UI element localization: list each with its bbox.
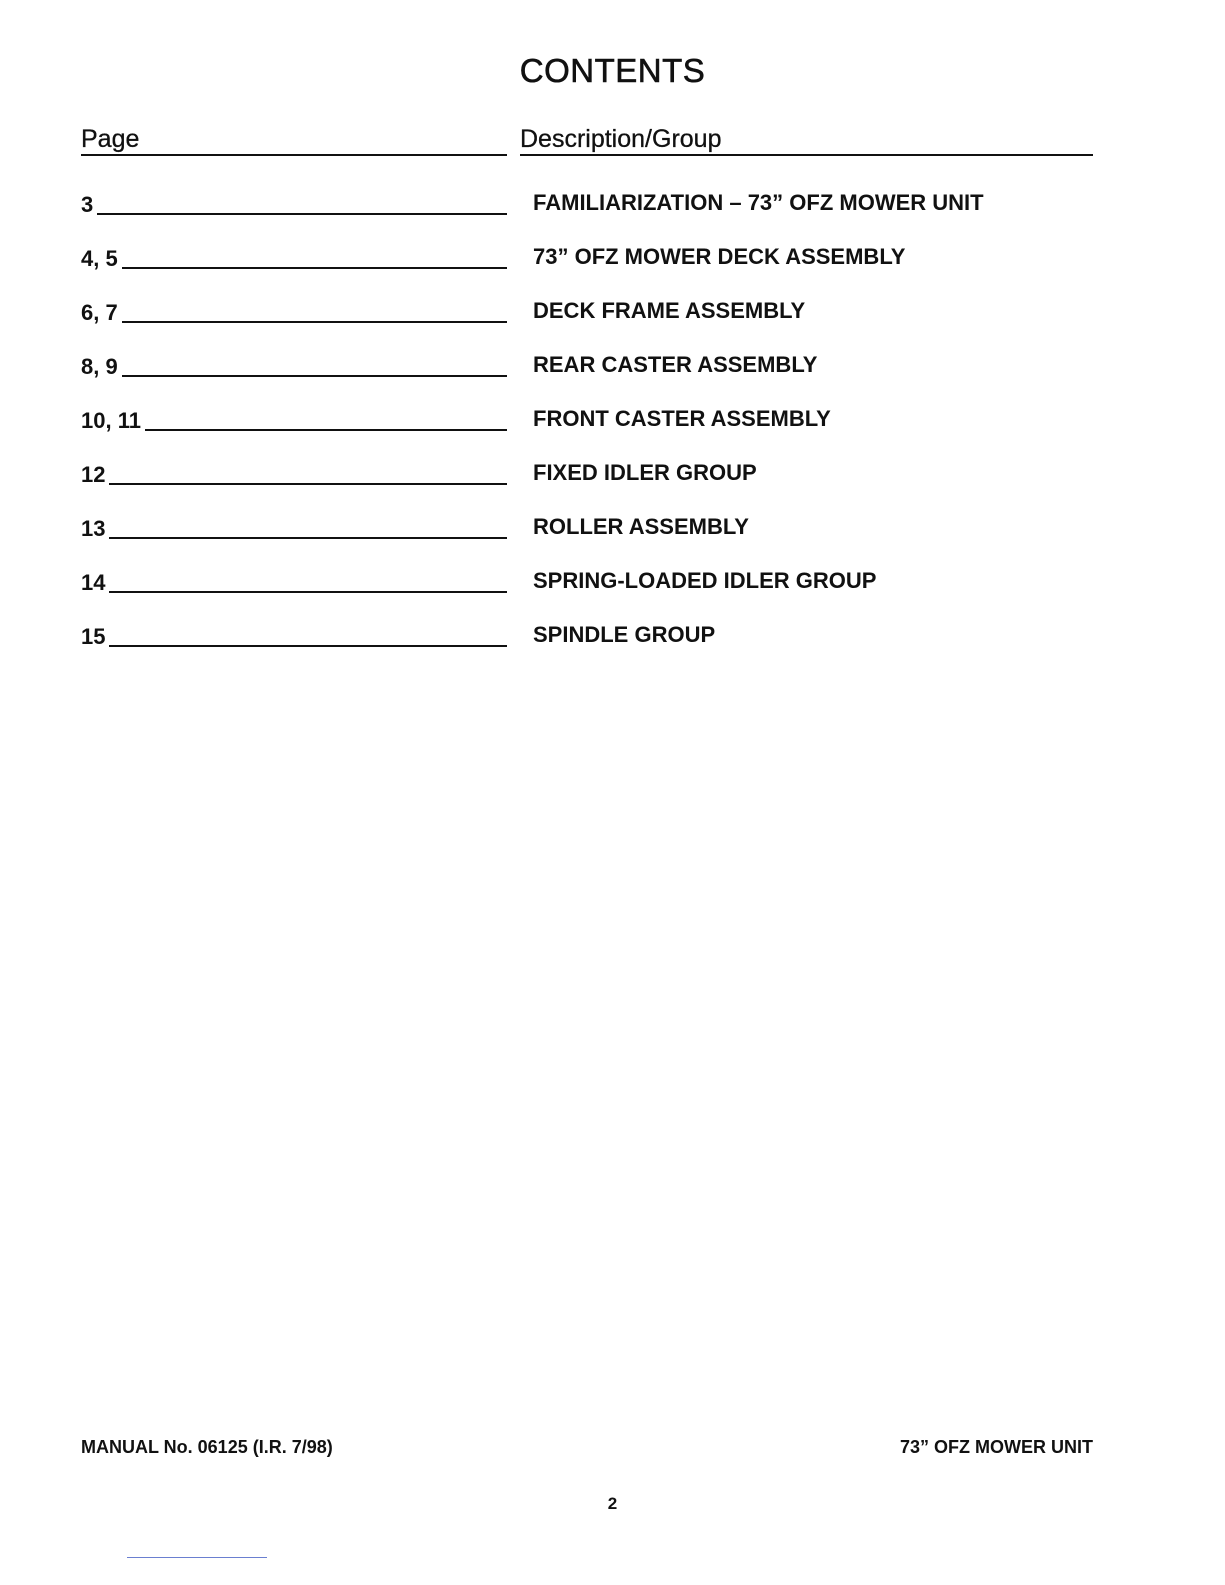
scan-artifact-line (127, 1557, 267, 1558)
toc-page-number: 14 (81, 570, 106, 595)
leader-line (109, 645, 507, 647)
toc-entry (81, 450, 1101, 504)
toc-page-number: 3 (81, 192, 94, 217)
toc-entry (81, 234, 1101, 288)
toc-description: SPINDLE GROUP (533, 622, 716, 647)
toc-description: ROLLER ASSEMBLY (533, 514, 749, 539)
product-name: 73” OFZ MOWER UNIT (900, 1437, 1093, 1457)
toc-description: REAR CASTER ASSEMBLY (533, 352, 818, 377)
toc-description: FRONT CASTER ASSEMBLY (533, 406, 831, 431)
toc-description: DECK FRAME ASSEMBLY (533, 298, 806, 323)
leader-line (122, 375, 507, 377)
leader-line (109, 483, 507, 485)
toc-page-number: 13 (81, 516, 106, 541)
toc-page-number: 10, 11 (81, 408, 141, 433)
leader-line (109, 591, 507, 593)
leader-line (97, 213, 507, 215)
manual-number: MANUAL No. 06125 (I.R. 7/98) (81, 1437, 333, 1457)
toc-description: FIXED IDLER GROUP (533, 460, 757, 485)
leader-line (145, 429, 507, 431)
toc-entry (81, 396, 1101, 450)
toc-entry (81, 612, 1101, 666)
toc-page-number: 6, 7 (81, 300, 118, 325)
toc-entry (81, 558, 1101, 612)
toc-entry (81, 288, 1101, 342)
toc-page-number: 12 (81, 462, 106, 487)
toc-entry (81, 342, 1101, 396)
contents-list (81, 180, 1101, 666)
toc-page-number: 4, 5 (81, 246, 118, 271)
toc-page-number: 15 (81, 624, 106, 649)
toc-description: 73” OFZ MOWER DECK ASSEMBLY (533, 244, 906, 269)
leader-line (122, 267, 507, 269)
page-title: CONTENTS (519, 52, 706, 89)
toc-description: SPRING-LOADED IDLER GROUP (533, 568, 877, 593)
leader-line (109, 537, 507, 539)
page-number: 2 (607, 1494, 618, 1513)
leader-line (122, 321, 507, 323)
toc-entry (81, 504, 1101, 558)
description-column-header: Description/Group (520, 122, 1093, 156)
toc-entry (81, 180, 1101, 234)
toc-description: FAMILIARIZATION – 73” OFZ MOWER UNIT (533, 190, 984, 215)
toc-page-number: 8, 9 (81, 354, 118, 379)
page-column-header: Page (81, 122, 507, 156)
